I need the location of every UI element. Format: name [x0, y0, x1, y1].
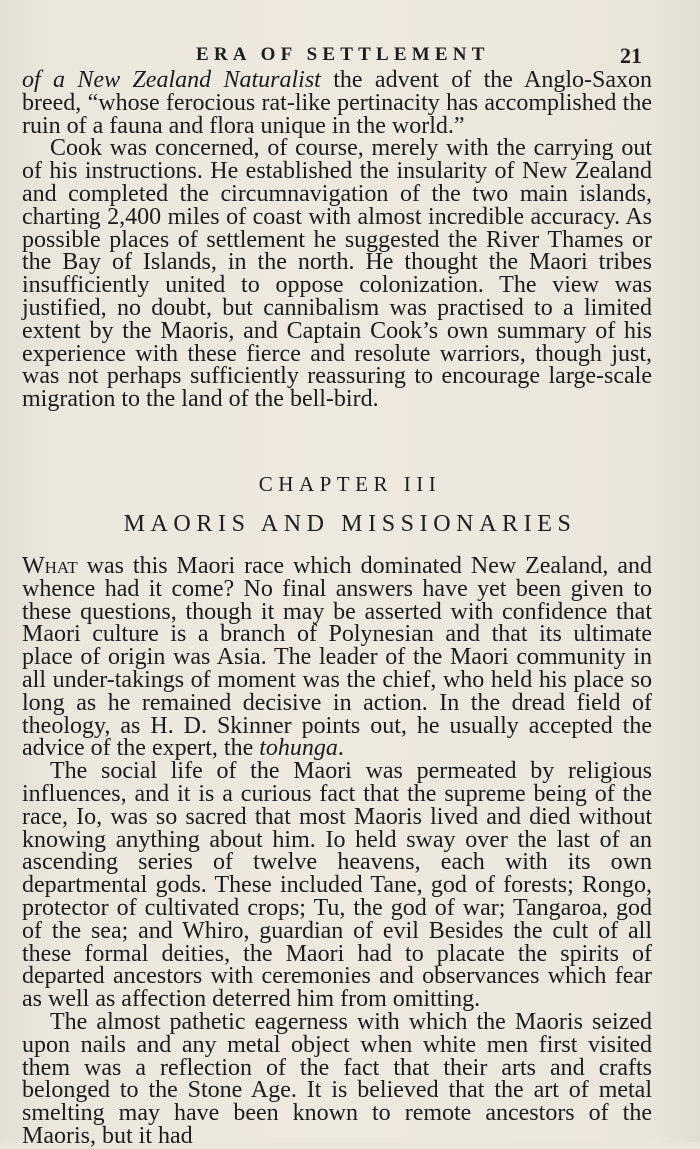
running-head: [0, 44, 700, 68]
paragraph-stone-age: The almost pathetic eagerness with which the Maoris seized upon nails and any metal object when white men first visited them was a reflection of the fact that their arts and crafts belonged to the Stone Age. It is believed that the art of metal smelting may have been known to remote ancestors of the Maoris, but it had: [22, 1008, 652, 1149]
paragraph-cook: Cook was concerned, of course, merely with the carrying out of his instructions. He established the insularity of New Zealand and completed the circumnavigation of the two main islands, charting 2,400 miles of coast with almost incredible accuracy. As possible places of settlement he suggested the River Thames or the Bay of Islands, in the north. He thought the Maori tribes insufficiently united to oppose colonization. The view was justified, no doubt, but cannibalism was practised to a limited extent by the Maoris, and Captain Cook’s own summary of his experience with these fierce and resolute warriors, though just, was not perhaps sufficiently reassuring to encourage large-scale migration to the land of the bell-bird.: [22, 135, 652, 413]
text-block-top: [22, 69, 652, 411]
italic-term: tohunga: [259, 735, 338, 762]
page-number: 21: [620, 43, 642, 68]
paragraph-text: the advent of the Anglo-Saxon breed, “whose ferocious rat-like pertinacity has accomplished the ruin of a fauna and flora unique in the world.”: [22, 67, 652, 139]
chapter-title: MAORIS AND MISSIONARIES: [123, 511, 577, 537]
running-title: ERA OF SETTLEMENT: [196, 44, 490, 65]
paragraph-end: .: [337, 735, 344, 762]
lead-word: What: [22, 553, 78, 579]
paragraph-continued: [22, 69, 652, 137]
paragraph-text: was this Maori race which dominated New Zealand, and whence had it come? No final answers have yet been given to these questions, though it may be asserted with confidence that Maori culture is a branch of Polynesian and that its ultimate place of origin was Asia. The leader of the Maori community in all under-takings of moment was the chief, who held his place so long as he remained decisive in action. In the dread field of theology, as H. D. Skinner points out, he usually accepted the advice of the expert, the: [22, 553, 652, 762]
chapter-label: CHAPTER III: [258, 472, 442, 496]
paragraph-maori-race: [22, 555, 652, 760]
text-block-bottom: [22, 555, 652, 1148]
paragraph-social-life: The social life of the Maori was permeated by religious influences, and it is a curious fact that the supreme being of the race, Io, was so sacred that most Maoris lived and died without knowing anything about him. Io held sway over the last of an ascending series of twelve heavens, each with its own departmental gods. These included Tane, god of forests; Rongo, protector of cultivated crops; Tu, the god of war; Tangaroa, god of the sea; and Whiro, guardian of evil Besides the cult of all these formal deities, the Maori had to placate the spirits of departed ancestors with ceremonies and observances which fear as well as affection deterred him from omitting.: [22, 758, 652, 1013]
italic-phrase: of a New Zealand Naturalist: [22, 67, 321, 93]
